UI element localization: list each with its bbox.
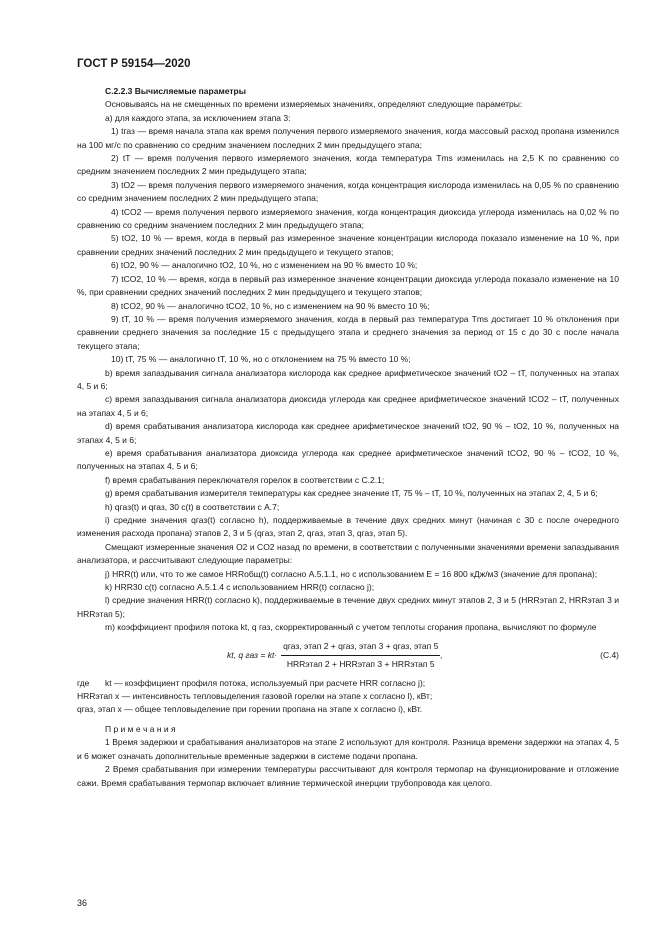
formula-tail: ,	[440, 649, 443, 660]
where-q: qгаз, этап x — общее тепловыделение при горении пропана на этапе x согласно i), кВт.	[77, 704, 423, 715]
item-a9: 9) tT, 10 % — время получения измеряемого значения, когда в первый раз температура Tms достигает 10 % отклонения при сравнении среднего значения за последние 15 с предыдущего этапа и среднего значения за период от 15 с до 30 с после начала текущего этапа;	[77, 313, 619, 351]
formula-denominator: HRRэтап 2 + HRRэтап 3 + HRRэтап 5	[286, 659, 435, 670]
item-a4: 4) tCO2 — время получения первого измеряемого значения, когда концентрация диоксида углерода изменилась на 0,02 % по сравнению со средним значением последних 2 мин предыдущего этапа;	[77, 206, 619, 231]
paragraph-intro: Основываясь на не смещенных по времени измеряемых значениях, определяют следующие параметры:	[105, 99, 523, 110]
item-h: h) qгаз(t) и qгаз, 30 с(t) в соответствии с А.7;	[105, 501, 280, 512]
item-l: l) средние значения HRR(t) согласно k), поддерживаемые в течение двух средних минут этапов 2, 3 и 5 (HRRэтап 2, HRRэтап 3 и HRRэтап 5);	[77, 595, 619, 619]
formula-numerator: qгаз, этап 2 + qгаз, этап 3 + qгаз, этап 5	[281, 640, 440, 656]
page-number: 36	[77, 898, 88, 908]
item-i: i) средние значения qгаз(t) согласно h), поддерживаемые в течение двух средних минут (начиная с 30 с после очередного изменения расхода пропана) этапов 2, 3 и 5 (qгаз, этап 2, qгаз, этап 3, qгаз, этап 5).	[77, 515, 619, 539]
item-j: j) HRR(t) или, что то же самое HRRобщ(t) согласно А.5.1.1, но с использованием E = 16 800 кДж/м3 (значение для пропана);	[105, 568, 598, 579]
section-title: С.2.2.3 Вычисляемые параметры	[105, 86, 246, 96]
item-a6: 6) tO2, 90 % — аналогично tO2, 10 %, но с изменением на 90 % вместо 10 %;	[111, 260, 418, 271]
paragraph-shift: Смещают измеренные значения O2 и CO2 назад по времени, в соответствии с полученными значениями времени запаздывания анализатора, и рассчитывают следующие параметры:	[77, 541, 619, 566]
notes-title: П р и м е ч а н и я	[105, 723, 176, 734]
item-a7: 7) tCO2, 10 % — время, когда в первый раз измеренное значение концентрации диоксида углерода показало изменение на 10 %, при сравнении средних значений последних 2 мин предыдущего и текущего этапов;	[77, 273, 619, 298]
formula-lhs: kt, q газ = kt·	[227, 649, 278, 660]
item-m: m) коэффициент профиля потока kt, q газ, скорректированный с учетом теплоты сгорания пропана, вычисляют по формуле	[105, 622, 597, 633]
document-header: ГОСТ Р 59154—2020	[77, 58, 191, 70]
item-b: b) время запаздывания сигнала анализатора кислорода как среднее арифметическое значений tO2 – tT, полученных на этапах 4, 5 и 6;	[77, 367, 619, 391]
where-k	[77, 677, 619, 690]
where-k-text: kt — коэффициент профиля потока, используемый при расчете HRR согласно j);	[105, 677, 426, 688]
item-a5: 5) tO2, 10 % — время, когда в первый раз измеренное значение концентрации кислорода показало изменение на 10 %, при сравнении средних значений последних 2 мин предыдущего и текущего этапов;	[77, 233, 619, 257]
formula-fraction	[281, 640, 443, 672]
note-2: 2 Время срабатывания при измерении температуры рассчитывают для контроля термопар на функционирование и отложение сажи. Время срабатывания термопар включает влияние термической инерции трубопровода как целого.	[77, 764, 619, 788]
where-label: где	[77, 677, 90, 688]
item-a: а) для каждого этапа, за исключением этапа 3:	[105, 112, 291, 123]
item-a8: 8) tCO2, 90 % — аналогично tCO2, 10 %, но с изменением на 90 % вместо 10 %;	[111, 300, 430, 311]
item-c: c) время запаздывания сигнала анализатора диоксида углерода как среднее арифметическое значений tCO2 – tT, полученных на этапах 4, 5 и 6;	[77, 394, 619, 418]
formula-c4	[77, 635, 619, 677]
item-g: g) время срабатывания измерителя температуры как среднее значение tT, 75 % – tT, 10 %, полученных на этапах 2, 4, 5 и 6;	[105, 488, 598, 499]
item-a10: 10) tT, 75 % — аналогично tT, 10 %, но с отклонением на 75 % вместо 10 %;	[111, 354, 411, 365]
formula-number: (С.4)	[600, 649, 619, 660]
item-e: e) время срабатывания анализатора диоксида углерода как среднее арифметическое значений tCO2, 90 % – tCO2, 10 %, полученных на этапах 4, 5 и 6;	[77, 447, 619, 472]
item-k: k) HRR30 с(t) согласно А.5.1.4 с использованием HRR(t) согласно j);	[105, 582, 375, 593]
where-hrr: HRRэтап x — интенсивность тепловыделения газовой горелки на этапе x согласно l), кВт;	[77, 691, 433, 702]
item-a2: 2) tT — время получения первого измеряемого значения, когда температура Tms изменилась на 2,5 K по сравнению со средним значением последних 2 мин предыдущего этапа;	[77, 153, 619, 177]
page-content	[77, 85, 619, 790]
item-d: d) время срабатывания анализатора кислорода как среднее арифметическое значений tO2, 90 % – tO2, 10 %, полученных на этапах 4, 5 и 6;	[77, 421, 619, 445]
note-1: 1 Время задержки и срабатывания анализаторов на этапе 2 используют для контроля. Разница времени задержки на этапах 4, 5 и 6 может означать дополнительные временные задержки в системе подачи пропана.	[77, 737, 619, 761]
item-a1: 1) tгаз — время начала этапа как время получения первого измеряемого значения, когда массовый расход пропана изменился на 100 мг/с по сравнению со средним значением последних 2 мин предыдущего этапа;	[77, 126, 619, 150]
item-f: f) время срабатывания переключателя горелок в соответствии с С.2.1;	[105, 474, 385, 485]
item-a3: 3) tO2 — время получения первого измеряемого значения, когда концентрация кислорода изменилась на 0,05 % по сравнению со средним значением последних 2 мин предыдущего этапа;	[77, 179, 619, 204]
